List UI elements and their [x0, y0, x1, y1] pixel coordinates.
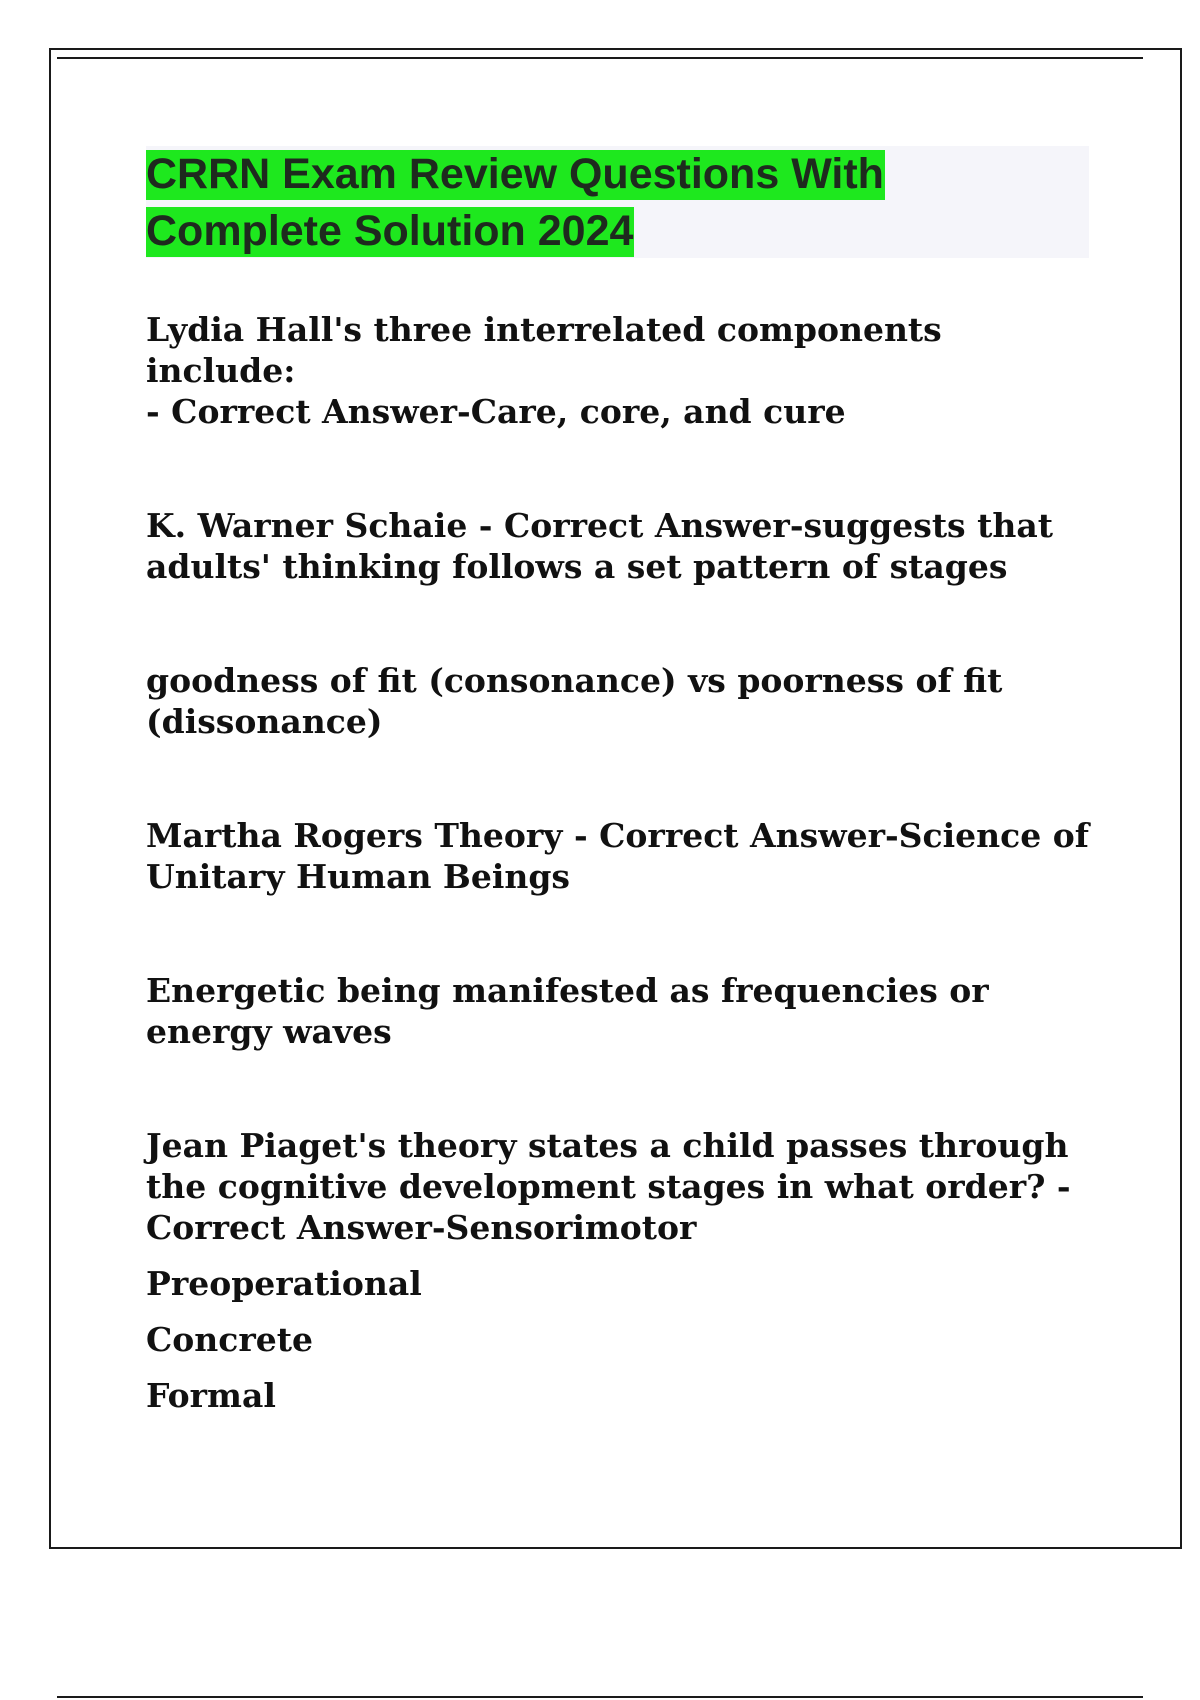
entry-line: the cognitive development stages in what order? -: [146, 1167, 1071, 1206]
entry-line: (dissonance): [146, 702, 383, 741]
bottom-rule: [57, 1696, 1143, 1698]
qa-entry-energetic-being: [146, 970, 1096, 1052]
stage-concrete: Concrete: [146, 1320, 313, 1359]
stage-formal: Formal: [146, 1376, 276, 1415]
entry-line: energy waves: [146, 1012, 392, 1051]
entry-line: adults' thinking follows a set pattern of stages: [146, 547, 1008, 586]
entry-line: Unitary Human Beings: [146, 857, 571, 896]
top-rule: [57, 57, 1143, 59]
qa-entry-jean-piaget: [146, 1125, 1096, 1416]
qa-entry-goodness-of-fit: [146, 660, 1096, 742]
entry-line: K. Warner Schaie - Correct Answer-suggests that: [146, 506, 1053, 545]
entry-line: Jean Piaget's theory states a child passes through: [146, 1126, 1069, 1165]
entry-line: Martha Rogers Theory - Correct Answer-Science of: [146, 816, 1089, 855]
qa-entry-warner-schaie: [146, 505, 1096, 587]
entry-line: - Correct Answer-Care, core, and cure: [146, 392, 846, 431]
title-line-1: CRRN Exam Review Questions With: [146, 150, 884, 198]
stage-preoperational: Preoperational: [146, 1264, 422, 1303]
entry-line: goodness of fit (consonance) vs poorness of fit: [146, 661, 1003, 700]
qa-entry-martha-rogers: [146, 815, 1096, 897]
entry-line: Correct Answer-Sensorimotor: [146, 1208, 697, 1247]
qa-entry-lydia-hall: [146, 309, 1096, 432]
entry-line: Energetic being manifested as frequencies or: [146, 971, 989, 1010]
document-body: [146, 309, 1096, 1416]
document-title: [146, 146, 1089, 260]
title-line-2: Complete Solution 2024: [146, 207, 634, 255]
entry-line: Lydia Hall's three interrelated components include:: [146, 310, 942, 390]
